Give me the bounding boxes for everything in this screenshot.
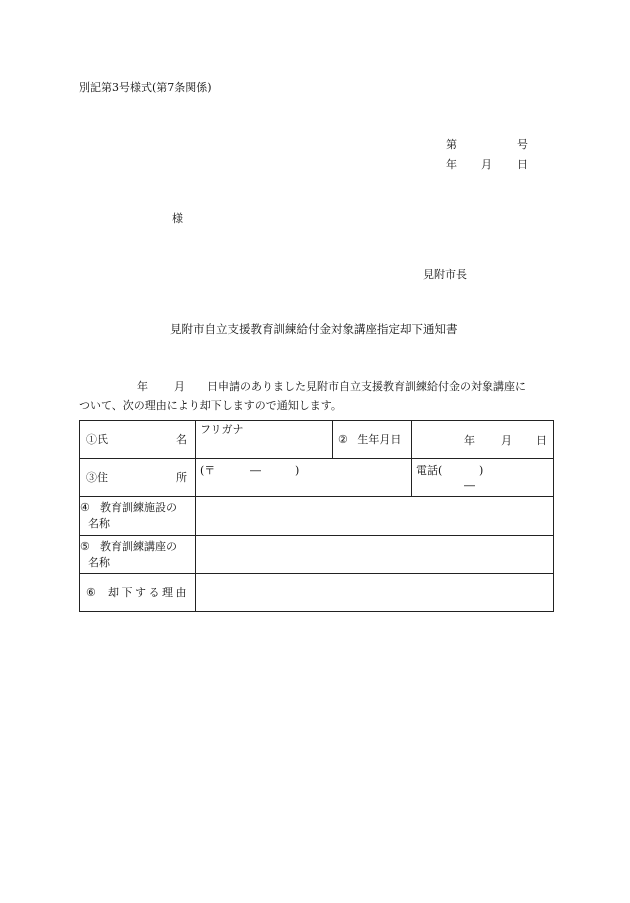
furigana-label: フリガナ	[200, 423, 244, 436]
body-year: 年	[137, 380, 148, 393]
row-number: ①	[86, 432, 97, 446]
course-label-cell	[80, 536, 196, 574]
dob-number: ②	[338, 432, 348, 446]
dob-day: 日	[536, 434, 547, 447]
row-number: ④	[80, 501, 90, 514]
addressee-suffix: 様	[172, 212, 183, 225]
name-label-a: 氏	[97, 432, 108, 446]
dob-label: 生年月日	[357, 432, 402, 446]
number-prefix: 第	[446, 138, 457, 151]
table-row-address	[80, 459, 554, 497]
date-month: 月	[481, 158, 492, 171]
table-row-reason	[80, 574, 554, 612]
row-number: ③	[86, 470, 97, 484]
phone-cell[interactable]	[412, 459, 554, 497]
postal-close: )	[295, 464, 300, 477]
name-label-b: 名	[176, 432, 187, 446]
phone-close: )	[479, 464, 484, 477]
body-text-1: 日申請のありました見附市自立支援教育訓練給付金の対象講座に	[207, 380, 526, 393]
facility-value-cell[interactable]	[196, 497, 554, 536]
phone-label: 電話(	[416, 464, 443, 477]
course-label-line2: 名称	[88, 555, 110, 569]
body-month: 月	[174, 380, 185, 393]
course-value-cell[interactable]	[196, 536, 554, 574]
table-row-course	[80, 536, 554, 574]
facility-label-line2: 名称	[88, 517, 110, 530]
course-label-line1: 教育訓練講座の	[100, 539, 177, 553]
number-suffix: 号	[517, 138, 528, 151]
application-table	[79, 420, 554, 612]
facility-label-cell	[80, 497, 196, 536]
name-label-cell	[80, 421, 196, 459]
dob-month: 月	[501, 434, 512, 447]
address-label-b: 所	[176, 470, 187, 484]
name-value-cell[interactable]	[196, 421, 333, 459]
body-line-2: ついて、次の理由により却下しますので通知します。	[79, 399, 342, 412]
dob-value-cell[interactable]	[412, 421, 554, 459]
table-row-name	[80, 421, 554, 459]
form-id: 別記第3号様式(第7条関係)	[79, 81, 212, 94]
reason-value-cell[interactable]	[196, 574, 554, 612]
row-number: ⑥	[86, 585, 96, 599]
date-day: 日	[517, 158, 528, 171]
dob-label-cell	[333, 421, 412, 459]
postal-open: (〒	[200, 464, 216, 477]
reason-label-cell	[80, 574, 196, 612]
address-value-cell[interactable]	[196, 459, 412, 497]
date-year: 年	[446, 158, 457, 171]
table-row-facility	[80, 497, 554, 536]
postal-dash: ―	[250, 464, 261, 477]
address-label-cell	[80, 459, 196, 497]
facility-label-line1: 教育訓練施設の	[100, 501, 177, 514]
phone-dash: ―	[464, 479, 475, 492]
dob-year: 年	[464, 434, 475, 447]
reason-label: 却下する理由	[108, 585, 189, 599]
document-title: 見附市自立支援教育訓練給付金対象講座指定却下通知書	[170, 322, 458, 336]
address-label-a: 住	[97, 470, 108, 484]
row-number: ⑤	[80, 539, 90, 553]
issuer-name: 見附市長	[423, 268, 467, 281]
